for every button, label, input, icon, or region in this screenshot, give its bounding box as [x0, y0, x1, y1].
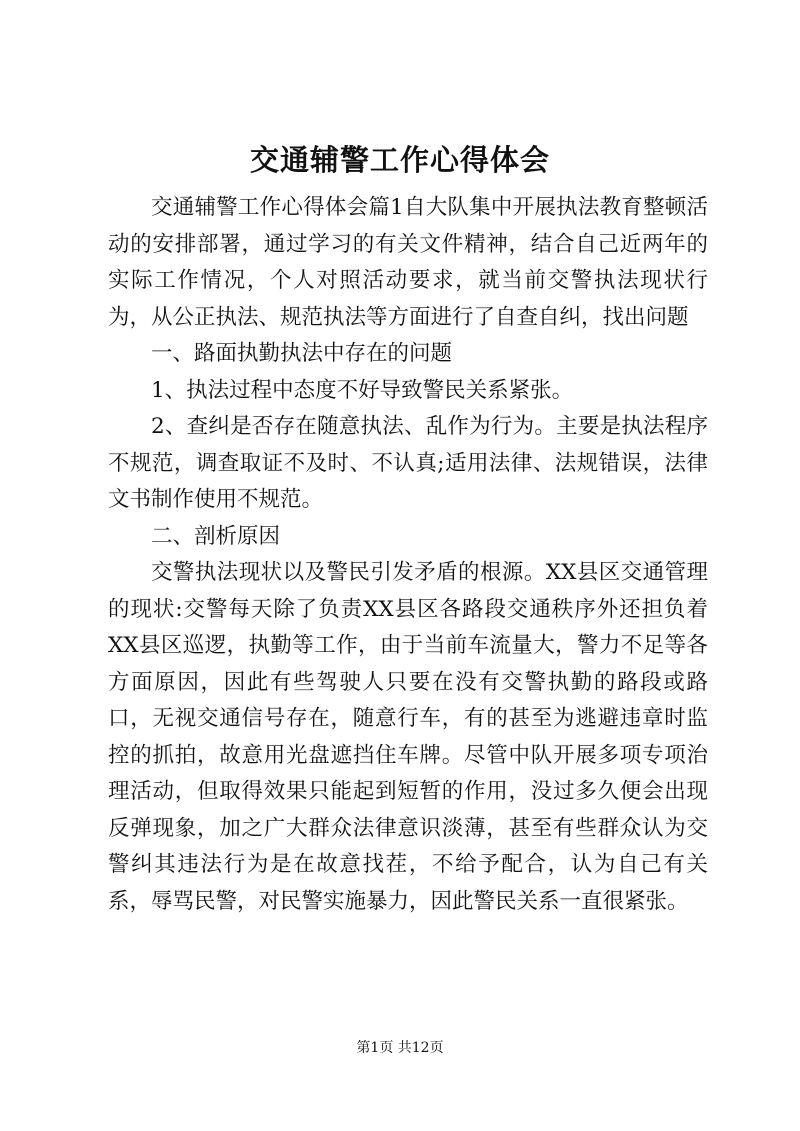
document-title: 交通辅警工作心得体会	[249, 143, 550, 177]
paragraph-heading-causes: 二、剖析原因	[151, 523, 281, 549]
paragraph-item-1: 1、执法过程中态度不好导致警民关系紧张。	[151, 377, 574, 403]
paragraph-item-2: 2、查纠是否存在随意执法、乱作为行为。主要是执法程序不规范，调查取证不及时、不认真;适用法律、法规错误，法律文书制作使用不规范。	[108, 414, 708, 512]
paragraph-analysis: 交警执法现状以及警民引发矛盾的根源。XX县区交通管理的现状:交警每天除了负责XX县区各路段交通秩序外还担负着XX县区巡逻，执勤等工作，由于当前车流量大，警力不足等各方面原因，因此有些驾驶人只要在没有交警执勤的路段或路口，无视交通信号存在，随意行车，有的甚至为逃避违章时监控的抓拍，故意用光盘遮挡住车牌。尽管中队开展多项专项治理活动，但取得效果只能起到短暂的作用，没过多久便会出现反弹现象，加之广大群众法律意识淡薄，甚至有些群众认为交警纠其违法行为是在故意找茬，不给予配合，认为自己有关系，辱骂民警，对民警实施暴力，因此警民关系一直很紧张。	[108, 560, 708, 914]
paragraph-intro: 交通辅警工作心得体会篇1自大队集中开展执法教育整顿活动的安排部署，通过学习的有关文件精神，结合自己近两年的实际工作情况，个人对照活动要求，就当前交警执法现状行为，从公正执法、规范执法等方面进行了自查自纠，找出问题	[108, 195, 708, 330]
page-footer: 第1页 共12页	[356, 1040, 444, 1056]
document-body	[108, 190, 708, 920]
paragraph-heading-problems: 一、路面执勤执法中存在的问题	[151, 341, 453, 366]
